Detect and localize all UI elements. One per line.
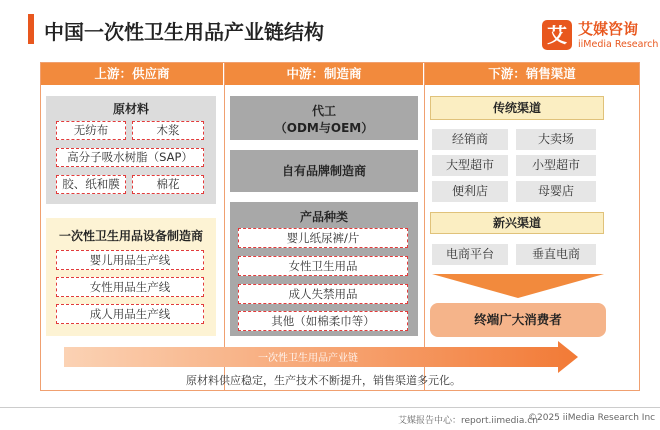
raw-item-sap: 高分子吸水树脂（SAP） bbox=[56, 148, 204, 167]
logo-name-cn: 艾媒咨询 bbox=[578, 20, 639, 38]
raw-item-glue-paper-film: 胶、纸和膜 bbox=[56, 175, 126, 194]
channel-convenience-store: 便利店 bbox=[432, 181, 508, 202]
raw-materials-title: 原材料 bbox=[112, 102, 149, 116]
footer-source bbox=[398, 413, 538, 426]
channel-hypermarket: 大卖场 bbox=[516, 129, 596, 150]
raw-item-wood-pulp: 木浆 bbox=[132, 121, 204, 140]
channel-maternal-baby-store: 母婴店 bbox=[516, 181, 596, 202]
channel-large-supermarket: 大型超市 bbox=[432, 155, 508, 176]
logo-name-en: iiMedia Research bbox=[578, 39, 659, 50]
iimedia-logo-icon: 艾 bbox=[542, 20, 572, 50]
oem-subtitle: （ODM与OEM） bbox=[274, 121, 374, 135]
column-header-upstream: 上游：供应商 bbox=[41, 63, 223, 85]
own-brand-title: 自有品牌制造商 bbox=[281, 164, 366, 178]
raw-item-cotton: 棉花 bbox=[132, 175, 204, 194]
equip-line-female: 女性用品生产线 bbox=[56, 277, 204, 297]
new-channel-title: 新兴渠道 bbox=[430, 212, 604, 234]
column-header-downstream: 下游：销售渠道 bbox=[425, 63, 639, 85]
channel-ecommerce-platform: 电商平台 bbox=[432, 244, 508, 265]
title-accent-bar bbox=[28, 14, 34, 44]
oem-title: 代工 bbox=[311, 104, 336, 118]
product-type-other: 其他（如棉柔巾等） bbox=[238, 311, 408, 331]
product-type-baby-diaper: 婴儿纸尿裤/片 bbox=[238, 228, 408, 248]
footer-source-text: 艾媒报告中心：report.iimedia.cn bbox=[398, 416, 538, 426]
down-arrow-icon bbox=[430, 270, 606, 300]
page-title: 中国一次性卫生用品产业链结构 bbox=[44, 20, 324, 44]
equip-line-baby: 婴儿用品生产线 bbox=[56, 250, 204, 270]
footer-copyright: ©2025 iiMedia Research Inc bbox=[528, 413, 656, 423]
arrow-label: 一次性卫生用品产业链 bbox=[258, 353, 358, 364]
equip-line-adult: 成人用品生产线 bbox=[56, 304, 204, 324]
traditional-channel-title: 传统渠道 bbox=[430, 96, 604, 120]
product-types-title: 产品种类 bbox=[299, 210, 348, 224]
footer-divider bbox=[0, 407, 660, 408]
product-type-female: 女性卫生用品 bbox=[238, 256, 408, 276]
column-header-midstream: 中游：制造商 bbox=[225, 63, 423, 85]
own-brand-box bbox=[230, 150, 418, 192]
raw-item-nonwoven: 无纺布 bbox=[56, 121, 126, 140]
end-consumer-box: 终端广大消费者 bbox=[430, 303, 606, 337]
channel-small-supermarket: 小型超市 bbox=[516, 155, 596, 176]
product-type-adult: 成人失禁用品 bbox=[238, 284, 408, 304]
channel-vertical-ecommerce: 垂直电商 bbox=[516, 244, 596, 265]
equipment-maker-title: 一次性卫生用品设备制造商 bbox=[58, 229, 203, 243]
channel-distributor: 经销商 bbox=[432, 129, 508, 150]
summary-text: 原材料供应稳定，生产技术不断提升，销售渠道多元化。 bbox=[186, 374, 461, 387]
